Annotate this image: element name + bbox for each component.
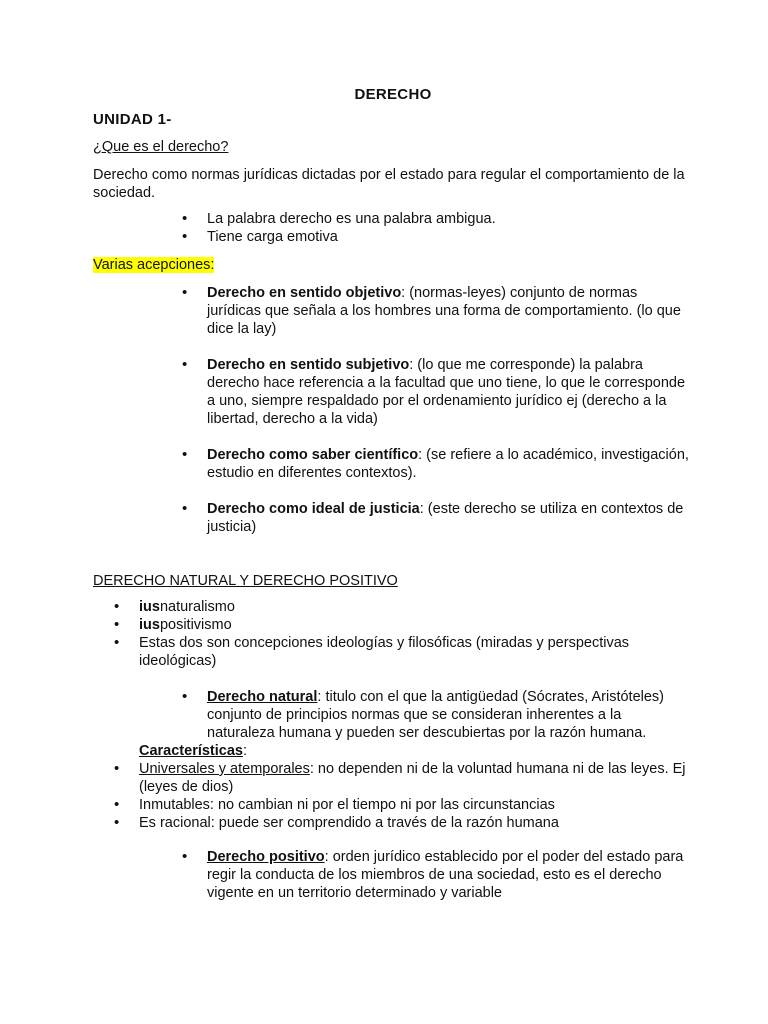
caracteristicas-colon: :	[243, 743, 248, 759]
list-item	[207, 688, 693, 742]
definition: : titulo con el que la antigüedad (Sócrates, Aristóteles) conjunto de principios normas que se consideran inherentes a la naturaleza humana y pueden ser descubiertas por la razón humana.	[207, 689, 664, 741]
ambiguity-list	[93, 210, 693, 246]
ius-list	[93, 598, 693, 670]
list-item: • Es racional: puede ser comprendido a través de la razón humana	[139, 814, 693, 832]
definition: : (se refiere a lo académico, investigación, estudio en diferentes contextos).	[207, 447, 689, 481]
caracteristicas-heading	[139, 742, 693, 760]
definition: : (normas-leyes) conjunto de normas jurídicas que señala a los hombres una forma de comportamiento. (lo que dice la lay)	[207, 285, 681, 337]
document-title: DERECHO	[354, 86, 432, 103]
list-item	[207, 500, 693, 536]
caracteristicas-label: Características	[139, 743, 243, 759]
list-item: • Tiene carga emotiva	[207, 228, 693, 246]
prefix: ius	[139, 599, 160, 615]
definition: : (lo que me corresponde) la palabra derecho hace referencia a la facultad que uno tiene, lo que le corresponde a uno, siempre respaldado por el ordenamiento jurídico ej (derecho a la libertad, derecho a la vida)	[207, 357, 686, 427]
list-item	[207, 848, 693, 902]
list-item	[139, 760, 693, 796]
highlighted-text: Varias acepciones:	[93, 257, 215, 273]
definition: : (este derecho se utiliza en contextos de justicia)	[207, 501, 684, 535]
natural-list	[93, 688, 693, 742]
intro-paragraph: Derecho como normas jurídicas dictadas por el estado para regular el comportamiento de la sociedad.	[93, 167, 685, 201]
term: Universales y atemporales	[139, 761, 310, 777]
definition: : orden jurídico establecido por el poder del estado para regir la conducta de los miembros de una sociedad, esto es el derecho vigente en un territorio determinado y variable	[207, 849, 684, 901]
prefix: ius	[139, 617, 160, 633]
term: Derecho como saber científico	[207, 447, 419, 463]
list-item	[139, 598, 693, 616]
question-heading: ¿Que es el derecho?	[93, 139, 229, 155]
list-item	[207, 446, 693, 482]
positivo-list	[93, 848, 693, 902]
list-item: • La palabra derecho es una palabra ambigua.	[207, 210, 693, 228]
term: Derecho en sentido subjetivo	[207, 357, 410, 373]
list-item: • Inmutables: no cambian ni por el tiempo ni por las circunstancias	[139, 796, 693, 814]
section-heading: DERECHO NATURAL Y DERECHO POSITIVO	[93, 573, 398, 589]
caracteristicas-list	[93, 760, 693, 832]
term: Derecho como ideal de justicia	[207, 501, 420, 517]
term: Derecho en sentido objetivo	[207, 285, 402, 301]
list-item	[207, 284, 693, 338]
suffix: positivismo	[159, 617, 232, 633]
definition: : no dependen ni de la voluntad humana ni de las leyes. Ej (leyes de dios)	[139, 761, 686, 795]
list-item	[139, 616, 693, 634]
term: Derecho positivo	[207, 849, 325, 865]
document-page	[93, 86, 693, 902]
list-item	[207, 356, 693, 428]
term: Derecho natural	[207, 689, 318, 705]
acepciones-label	[93, 256, 693, 274]
list-item: • Estas dos son concepciones ideologías y filosóficas (miradas y perspectivas ideológicas)	[139, 634, 693, 670]
unit-heading: UNIDAD 1-	[93, 111, 172, 128]
suffix: naturalismo	[159, 599, 235, 615]
acepciones-list	[93, 284, 693, 536]
